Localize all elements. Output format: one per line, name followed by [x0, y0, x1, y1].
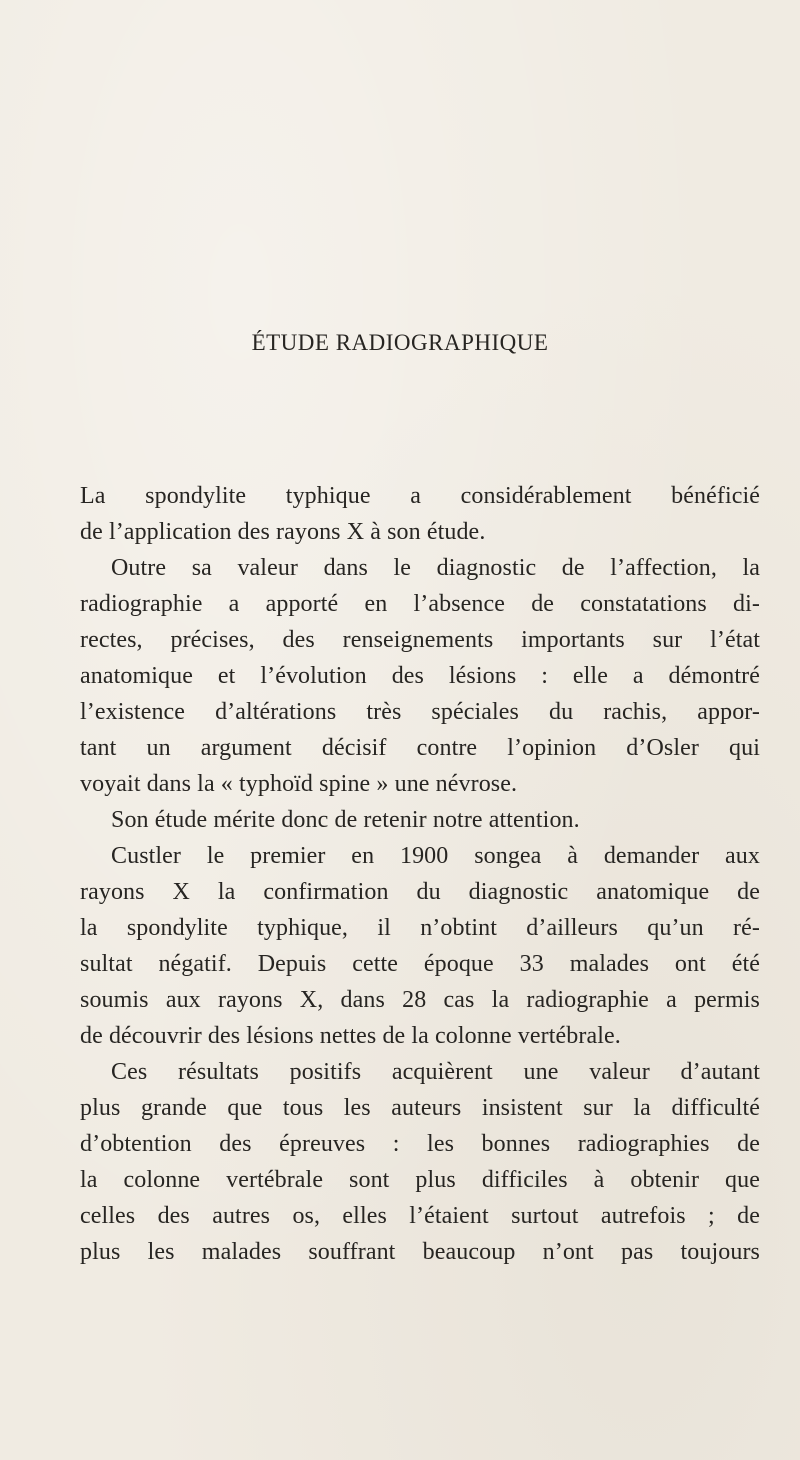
section-heading: ÉTUDE RADIOGRAPHIQUE: [251, 330, 549, 355]
text-line: de l’application des rayons X à son étude.: [80, 519, 486, 545]
text-line: celles des autres os, elles l’étaient surtout autrefois ; de: [80, 1203, 760, 1229]
body-text: [80, 478, 760, 1270]
text-line: d’obtention des épreuves : les bonnes radiographies de: [80, 1131, 760, 1157]
text-line: rectes, précises, des renseignements importants sur l’état: [80, 627, 760, 653]
text-line: Ces résultats positifs acquièrent une valeur d’autant: [111, 1059, 760, 1085]
text-line: de découvrir des lésions nettes de la colonne vertébrale.: [80, 1023, 621, 1049]
text-line: tant un argument décisif contre l’opinion d’Osler qui: [80, 735, 760, 761]
text-line: La spondylite typhique a considérablement bénéficié: [80, 483, 760, 509]
text-line: sultat négatif. Depuis cette époque 33 malades ont été: [80, 951, 760, 977]
text-line: Outre sa valeur dans le diagnostic de l’affection, la: [111, 555, 760, 581]
text-line: radiographie a apporté en l’absence de constatations di-: [80, 591, 760, 617]
text-line: plus grande que tous les auteurs insistent sur la difficulté: [80, 1095, 760, 1121]
text-line: soumis aux rayons X, dans 28 cas la radiographie a permis: [80, 987, 760, 1013]
text-line: anatomique et l’évolution des lésions : elle a démontré: [80, 663, 760, 689]
text-line: voyait dans la « typhoïd spine » une névrose.: [80, 771, 518, 797]
text-line: l’existence d’altérations très spéciales du rachis, appor-: [80, 699, 760, 725]
text-line: rayons X la confirmation du diagnostic anatomique de: [80, 879, 760, 905]
text-line: Custler le premier en 1900 songea à demander aux: [111, 843, 760, 869]
text-line: la spondylite typhique, il n’obtint d’ailleurs qu’un ré-: [80, 915, 760, 941]
text-line: la colonne vertébrale sont plus difficiles à obtenir que: [80, 1167, 760, 1193]
text-line: plus les malades souffrant beaucoup n’ont pas toujours: [80, 1239, 760, 1265]
text-line: Son étude mérite donc de retenir notre attention.: [111, 807, 580, 833]
